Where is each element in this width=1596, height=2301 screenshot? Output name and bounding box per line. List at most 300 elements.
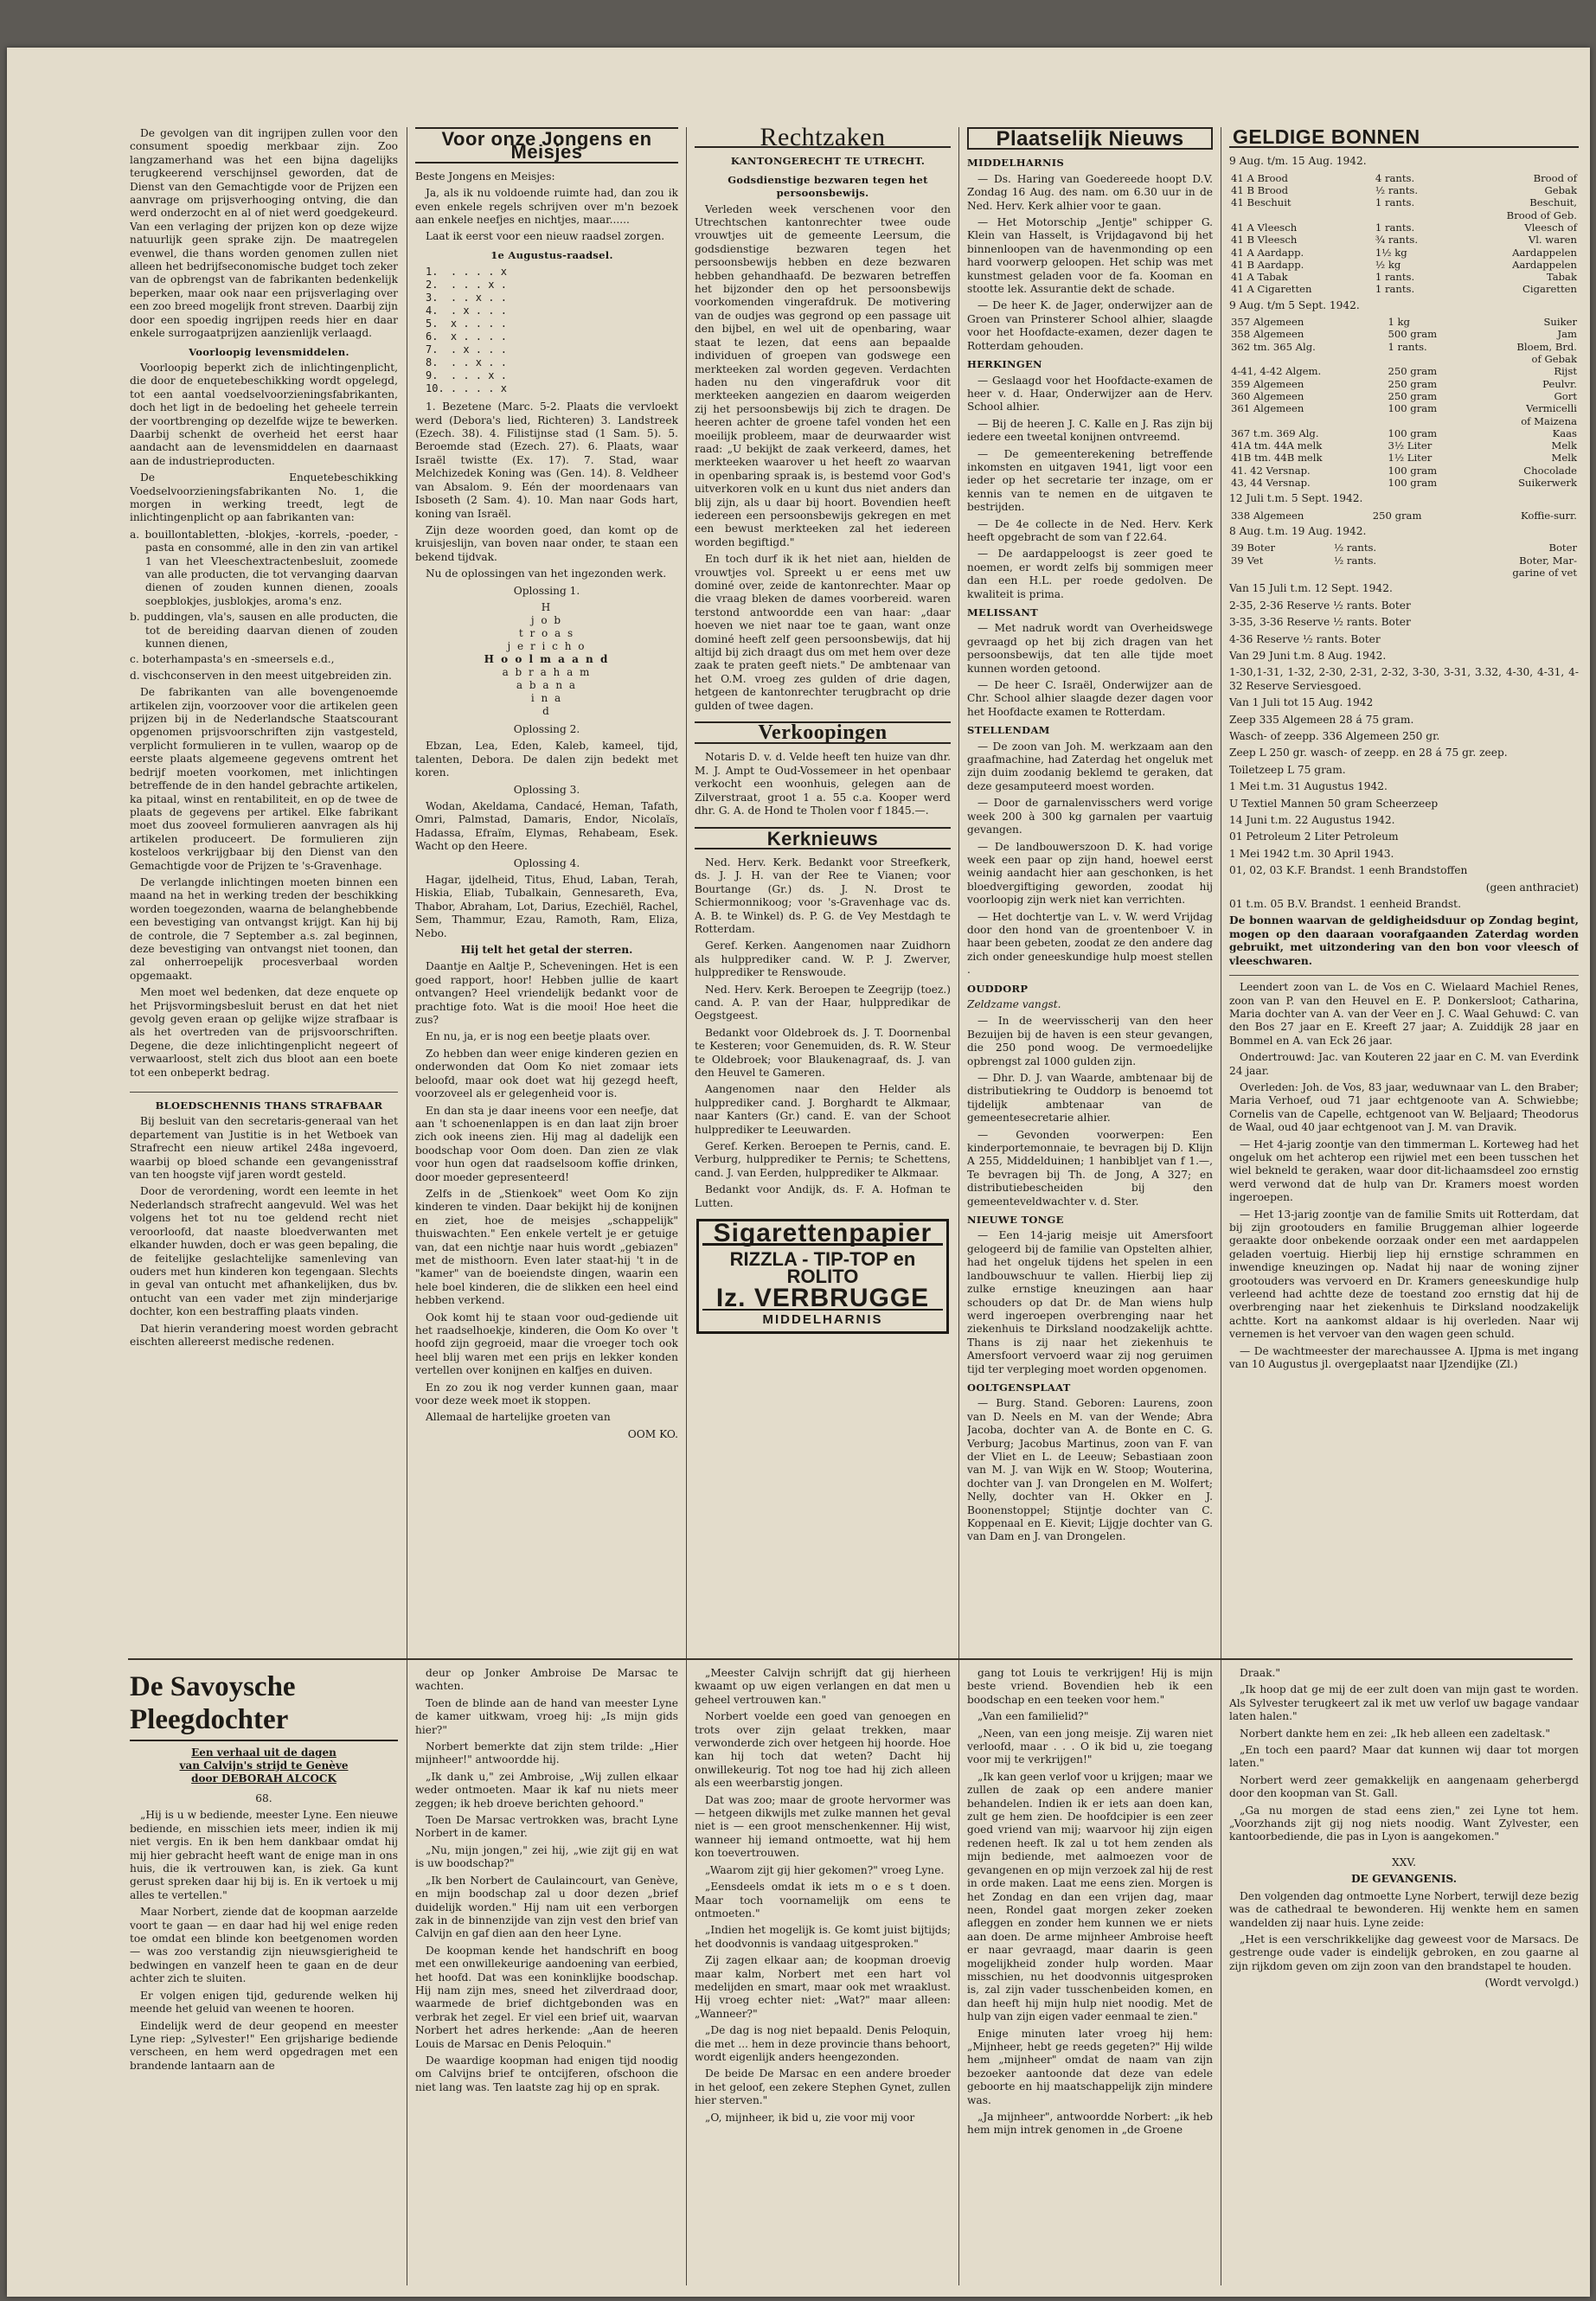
article-paragraph: Laat ik eerst voor een nieuw raadsel zorgen.	[426, 230, 665, 243]
coupon-product: garine of vet	[1512, 567, 1577, 580]
serial-paragraph: gang tot Louis te verkrijgen! Hij is mijn beste vriend. Bovendien heb ik een boodschap en een teeken voor hem."	[967, 1667, 1213, 1706]
coupon-row	[1229, 378, 1579, 390]
article-paragraph: — De landbouwerszoon D. K. had vorige week een paar op zijn hand, hoewel eerst weinig aandacht hier aan geschonken, is het bloedvergiftiging geworden, zoodat hij voorloopig zijn werk niet kan verrichten.	[967, 840, 1213, 907]
puzzle-line: i n a	[530, 691, 563, 704]
coupon-code: 41B tm. 44B melk	[1231, 452, 1323, 465]
coupon-amount: ½ rants.	[1375, 184, 1419, 197]
article-paragraph: Wodan, Akeldama, Candacé, Heman, Tafath, Omri, Palmstad, Damaris, Endor, Nicolaïs, Hadassa, Efraïm, Elymas, Rehabeam, Esek. Wacht op den Heere.	[415, 799, 678, 853]
column-rule	[958, 127, 959, 1723]
coupon-product: Chocolade	[1523, 464, 1577, 477]
coupon-row	[1229, 439, 1579, 452]
serial-column-2	[415, 1667, 678, 2290]
serial-paragraph: „Ja mijnheer", antwoordde Norbert: „ik heb hem mijn intrek genomen in „de Groene	[967, 2111, 1213, 2137]
coupon-amount: 100 gram	[1388, 464, 1438, 477]
article-paragraph: Ook komt hij te staan voor oud-gediende uit het raadselhoekje, kinderen, die Oom Ko over 't hoofd zijn gegroeid, maar die vroeger toch ook heel blij waren met een prijs en lekker konden vertellen over konijnen en kalfjes en duiven.	[415, 1311, 678, 1377]
serial-title	[130, 1670, 398, 1741]
coupon-product: Beschuit,	[1529, 196, 1577, 209]
coupon-row	[1229, 465, 1579, 477]
article-paragraph: — Geslaagd voor het Hoofdacte-examen de heer v. d. Haar, Onderwijzer aan de Herv. School alhier.	[967, 374, 1213, 413]
serial-paragraph: „Ik dank u," zei Ambroise, „Wij zullen elkaar weder ontmoeten. Maar ik kaf nu niets meer zeggen; ik heb droeve berichten gehoord."	[415, 1770, 678, 1810]
coupon-product: Vermicelli	[1526, 402, 1577, 415]
coupon-table	[1229, 172, 1579, 296]
puzzle-line: H o o l m a a n d	[484, 652, 610, 665]
coupon-row	[1229, 234, 1579, 246]
serial-paragraph: Er volgen enigen tijd, gedurende welken hij meende het geluid van weenen te hooren.	[130, 1989, 398, 2016]
section-heading: Godsdienstige bezwaren tegen het persoonsbewijs.	[727, 173, 928, 200]
article-paragraph: En zo zou ik nog verder kunnen gaan, maar voor deze week moet ik stoppen.	[415, 1381, 678, 1407]
coupon-amount: 100 gram	[1388, 426, 1438, 439]
coupon-row	[1229, 172, 1579, 184]
article-paragraph: Ebzan, Lea, Eden, Kaleb, kameel, tijd, talenten, Debora. De dalen zijn bedekt met koren.	[415, 740, 678, 779]
product-list	[130, 529, 398, 683]
serial-paragraph: „Van een familielid?"	[977, 1710, 1089, 1723]
section-heading: Oplossing 1.	[513, 584, 580, 597]
article-paragraph: Allemaal de hartelijke groeten van	[426, 1411, 611, 1424]
article-paragraph: — Gevonden voorwerpen: Een kinderportemonnaie, te bevragen bij D. Klijn A 255, Middelduinen; 1 hanbibljet van f 1.—, Te bevragen bij Th. de Jong, A 327; en distributiebescheiden bij den gemeenteveldwachter v. d. Ster.	[967, 1128, 1213, 1208]
article-paragraph: — Met nadruk wordt van Overheidswege gevraagd op het bij zich dragen van het persoonsbewijs, dat ten alle tijde moet kunnen worden getoond.	[967, 622, 1213, 675]
section-heading: Oplossing 3.	[513, 783, 580, 796]
serial-paragraph: Eindelijk werd de deur geopend en meester Lyne riep: „Sylvester!" Een grijsharige bediende verscheen, en hem werd opgedragen met een brandende lantaarn aan de	[130, 2019, 398, 2072]
serial-column-3	[695, 1667, 951, 2290]
article-paragraph: En toch durf ik ik het niet aan, hielden de vrouwtjes vol. Spreekt u er eens met uw dominé over, zeide de kantonrechter. Maar op die vraag bleken de dames voorbereid. waren terstond antwoordde een van haar: „daar hoeven we niet naar toe te gaan, want onze dominé heeft zelf geen persoonsbewijs, dat hij altijd bij zich draagt dus om met hem over deze zaak te praten geeft niets." De ambtenaar van het O.M. vroeg zes gulden of drie dagen, hetgeen de kantonrechter terugbracht op drie gulden of twee dagen.	[695, 553, 951, 712]
list-item: b. puddingen, vla's, sausen en alle producten, die tot de bereiding daarvan dienen of zouden kunnen dienen,	[130, 611, 398, 651]
article-paragraph: Geref. Kerken. Aangenomen naar Zuidhorn als hulpprediker cand. W. P. J. Zwerver, hulpprediker te Renswoude.	[695, 939, 951, 979]
coupon-table	[1229, 316, 1579, 489]
column-court-church	[695, 127, 951, 1654]
puzzle-line: j o b	[530, 613, 563, 626]
cigarette-paper-advertisement	[696, 1219, 949, 1334]
coupon-code: 39 Vet	[1231, 554, 1264, 567]
article-paragraph: Zelfs in de „Stienkoek" weet Oom Ko zijn kinderen te vinden. Daar bekijkt hij de konijnen en ziet, hoe de meisjes „schappelijk" thuiswachten." Een enkele vertelt je er getuige van, dat een nichtje naar huis wordt „gebiazen" met de misthoorn. Even later staat-hij 't in de "kamer" van de boeiendste dingen, waarin een hele boel kinderen, die de slikken een heel eind hebben verkend.	[415, 1187, 678, 1307]
section-banner: Rechtzaken	[695, 127, 951, 148]
article-paragraph: — De aardappeloogst is zeer goed te noemen, er wordt zelfs bij sommigen meer dan een H.L. per roede gedolven. De kwaliteit is prima.	[967, 548, 1213, 600]
puzzle-line: j e r i c h o	[507, 639, 586, 652]
coupon-period: 9 Aug. t/m 5 Sept. 1942.	[1229, 298, 1360, 311]
section-banner: GELDIGE BONNEN	[1229, 127, 1579, 148]
article-paragraph: Notaris D. v. d. Velde heeft ten huize van dhr. M. J. Ampt te Oud-Vossemeer in het openbaar verkocht een woonhuis, gelegen aan de Zilverstraat, groot 1 a. 55 c.a. Kooper werd dhr. G. A. de Hond te Tholen voor f 1845.—.	[695, 751, 951, 817]
coupon-amount: ½ rants.	[1333, 542, 1377, 554]
section-heading: Oplossing 2.	[513, 722, 580, 735]
coupon-period: 12 Juli t.m. 5 Sept. 1942.	[1229, 492, 1363, 505]
article-paragraph: — De gemeenterekening betreffende inkomsten en uitgaven 1941, ligt voor een ieder op het secretarie ter inzage, om er kennis van te nemen en de uitgaven te bestrijden.	[967, 447, 1213, 514]
coupon-line: 01, 02, 03 K.F. Brandst. 1 eenh Brandstoffen	[1229, 864, 1468, 877]
article-paragraph: — Ds. Haring van Goedereede hoopt D.V. Zondag 16 Aug. des nam. om 6.30 uur in de Ned. Herv. Kerk alhier voor te gaan.	[967, 172, 1213, 212]
article-paragraph: — De heer K. de Jager, onderwijzer aan de Groen van Prinsterer School alhier, slaagde voor het Hoofdacte-examen, dezer dagen te Rotterdam gehouden.	[967, 299, 1213, 352]
coupon-row	[1229, 390, 1579, 402]
coupon-period: 14 Juni t.m. 22 Augustus 1942.	[1229, 814, 1395, 827]
article-paragraph: — Een 14-jarig meisje uit Amersfoort gelogeerd bij de familie van Opstelten alhier, had het ongeluk tijdens het spelen in een landbouwschuur te vallen. Hierbij liep zij zulke ernstige kneuzingen aan haar schouders op dat Dr. de Man wiens hulp werd ingeroepen overbrenging naar het ziekenhuis te Dirksland noodzakelijk achtte. Thans is zij naar het ziekenhuis te Amersfoort vervoerd waar zij nog geruimen tijd ter verpleging moet worden opgenomen.	[967, 1229, 1213, 1375]
coupon-row	[1229, 452, 1579, 464]
coupon-code: 362 tm. 365 Alg.	[1231, 340, 1316, 353]
coupon-row	[1229, 415, 1579, 427]
coupon-amount: 1 rants.	[1388, 340, 1427, 353]
serial-column-4	[967, 1667, 1213, 2290]
article-paragraph: Hij telt het getal der sterren.	[460, 944, 633, 957]
serial-paragraph: „Ik kan geen verlof voor u krijgen; maar we zullen de zaak op een andere manier behandelen. Indien ik er iets aan doen kan, zult ge hem zien. De hoofdcipier is een zeer goed vriend van mij; waarvoor hij zijn eigen redenen heeft. Ik zal u tot hem zenden als mijn bediende, met aalmoezen voor de gevangenen en op mijn verzoek zal hij de rest in orde maken. Laat me eens zien. Morgen is het Zondag en dan een vrijen dag, maar neen, Rondel gaat morgen zeker zoeken afleggen en zonder hem kunnen we er niets aan doen. De arme mijnheer Ambroise heeft er naar gevraagd, maar daarin is geen mogelijkheid zonder hulp worden. Maar misschien, nu het doodvonnis uitgesproken is, zal zijn vader tusschenbeiden komen, en dan heeft hij mijn hulp niet noodig. Met de hulp van zijn eigen vader eenmaal te zien."	[967, 1770, 1213, 2023]
coupon-amount: 250 gram	[1372, 509, 1422, 522]
coupon-row	[1229, 196, 1579, 208]
town-heading: STELLENDAM	[967, 724, 1050, 737]
ad-location: MIDDELHARNIS	[702, 1309, 943, 1326]
coupon-amount: 250 gram	[1388, 389, 1438, 402]
coupon-row	[1229, 554, 1579, 567]
serial-paragraph: „O, mijnheer, ik bid u, zie voor mij voor	[705, 2111, 915, 2124]
puzzle-line: a b r a h a m	[502, 665, 592, 678]
coupon-code: 361 Algemeen	[1231, 402, 1304, 415]
town-heading: HERKINGEN	[967, 358, 1042, 371]
coupon-amount: ½ rants.	[1333, 554, 1377, 567]
coupon-row	[1229, 402, 1579, 414]
article-paragraph: — Het 13-jarig zoontje van de familie Smits uit Rotterdam, dat bij zijn grootouders en familie Bruggeman alhier logeerde geraakte door onbekende oorzaak onder een met aardappelen geladen voertuig. Hierbij liep hij ernstige schrammen en inwendige kneuzingen op. Nadat hij naar de woning zijner grootouders was vervoerd en Dr. Kramers geneeskundige hulp verleend had achtte deze de toestand zoo ernstig dat hij de overbrenging naar het ziekenhuis te Dirksland noodzakelijk achtte. Kort na aankomst aldaar is hij overleden. Naar wij vernemen is het vervoer van den wagen geen schuld.	[1229, 1208, 1579, 1341]
serial-paragraph: „Het is een verschrikkelijke dag geweest voor de Marsacs. De gestrenge oude vader is eindelijk gebroken, en zou gaarne al zijn rijkdom geven om zijn zoon van den brandstapel te houden.	[1229, 1932, 1579, 1972]
coupon-product: Gort	[1554, 389, 1577, 402]
article-paragraph: Zo hebben dan weer enige kinderen gezien en onderwonden dat Oom Ko niet zomaar iets beloofd, maar ook doet wat hij gezegd heeft, voorzoveel als er gelegenheid voor is.	[415, 1047, 678, 1100]
coupon-code: 41A tm. 44A melk	[1231, 439, 1323, 452]
puzzle-line: H	[541, 600, 553, 613]
article-paragraph: Bedankt voor Andijk, ds. F. A. Hofman te Lutten.	[695, 1183, 951, 1209]
column-rule	[958, 1667, 959, 2285]
coupon-product: Brood of	[1533, 171, 1577, 184]
coupon-code	[1229, 353, 1386, 365]
article-paragraph: 1. Bezetene (Marc. 5-2. Plaats die vervloekt werd (Debora's lied, Richteren) 3. Landstreek (Ezech. 38). 4. Filistijnse stad (1 Sam. 5). 5. Beroemde stad (Ezech. 27). 6. Plaats, waar Israël twistte (Ex. 17). 7. Stad, waar Melchizedek Koning was (Gen. 14). 8. Veldheer van Absalom. 9. Eén der moordenaars van Isboseth (2 Sam. 4). 10. Man naar Gods hart, koning van Israël.	[415, 401, 678, 520]
coupon-code: 338 Algemeen	[1231, 509, 1304, 522]
coupon-line: (geen anthraciet)	[1485, 881, 1579, 894]
newspaper-page	[7, 48, 1590, 2297]
coupon-product: Kaas	[1552, 426, 1577, 439]
coupon-period: Van 15 Juli t.m. 12 Sept. 1942.	[1229, 582, 1393, 595]
coupon-amount: ½ kg	[1375, 258, 1401, 271]
section-banner: Plaatselijk Nieuws	[967, 127, 1213, 150]
coupon-row	[1229, 328, 1579, 340]
coupon-row	[1229, 184, 1579, 196]
article-paragraph: Beste Jongens en Meisjes:	[415, 170, 555, 183]
coupon-row	[1229, 209, 1579, 221]
article-paragraph: — Burg. Stand. Geboren: Laurens, zoon van D. Neels en M. van der Wende; Abra Jacoba, dochter van A. de Bonte en C. G. Verburg; Jacobus Martinus, zoon van F. van der Vliet en L. de Leeuw; Sebastiaan zoon van M. J. van Wijk en W. Stoop; Wouterina, dochter van J. van Drongelen en M. Wolfert; Nelly, dochter van H. Okker en J. Boonenstoppel; Stijntje dochter van C. Koppenaal en E. Kievit; Lijgje dochter van G. van Dam en J. van Drongelen.	[967, 1397, 1213, 1543]
coupon-amount: 250 gram	[1388, 365, 1438, 378]
coupon-period: 8 Aug. t.m. 19 Aug. 1942.	[1229, 525, 1367, 538]
serial-subtitle	[130, 1747, 398, 1785]
ad-headline: Sigarettenpapier	[702, 1227, 943, 1246]
coupon-row	[1229, 271, 1579, 283]
article-paragraph: Men moet wel bedenken, dat deze enquete op het Prijsvormingsbesluit berust en dat het niet gevolg geven eraan op gelijke wijze strafbaar is als het overtreden van de prijsvoorschriften. Degene, die deze inlichtingenplicht negeert of verwaarloost, stelt zich dus bloot aan een boete tot een onbeperkt bedrag.	[130, 986, 398, 1079]
coupon-row	[1229, 542, 1579, 554]
coupon-amount: 1 rants.	[1375, 271, 1415, 284]
serial-paragraph: „Nu, mijn jongen," zei hij, „wie zijt gij en wat is uw boodschap?"	[415, 1843, 678, 1870]
serial-paragraph: De beide De Marsac en een andere broeder in het geloof, een zekere Stephen Gynet, zullen hier sterven."	[695, 2067, 951, 2107]
serial-title-line: Pleegdochter	[130, 1703, 398, 1741]
article-paragraph: Leendert zoon van L. de Vos en C. Wielaard Machiel Renes, zoon van P. van den Heuvel en E. P. Donkersloot; Catharina, Maria dochter van A. van der Veer en J. C. Waal Gehuwd: C. van den Bos 27 jaar en E. Kreeft 27 jaar; A. Zuiddijk 28 jaar en Bommel en A. van Eck 26 jaar.	[1229, 981, 1579, 1047]
coupon-product: Peulvr.	[1542, 377, 1577, 390]
coupon-amount	[1386, 415, 1473, 427]
coupon-period: Van 1 Juli tot 15 Aug. 1942	[1229, 696, 1374, 709]
coupon-amount: 1 rants.	[1375, 221, 1415, 234]
article-paragraph: De verlangde inlichtingen moeten binnen een maand na het in werking treden der beschikking worden toegezonden, waarna de belanghebbende een bevestiging van ontvangst krijgt. Kan hij bij de controle, die 7 September a.s. zal beginnen, deze bevestiging van ontvangst niet toonen, dan zal onherroepelijk procesverbaal worden opgemaakt.	[130, 875, 398, 982]
puzzle-grid: 1. . . . . x 2. . . . x . 3. . . x . . 4. . x . . . 5. x . . . . 6. x . . . . 7. . x . . . 8. . . x . . 9. . . . x . 10. . . . . x	[426, 266, 507, 395]
article-paragraph: De gevolgen van dit ingrijpen zullen voor den consument spoedig merkbaar zijn. Zoo langzamerhand was het een bijna dagelijks terugkeerend verschijnsel geworden, dat de Dienst van den Gemachtigde voor de Prijzen een aanvrage om prijsverhooging ontving, die dan werd onderzocht en al of niet werd goedgekeurd. Van een verlaging der prijzen kon op deze wijze natuurlijk geen sprake zijn. De maatregelen evenwel, die thans worden genomen zullen niet alleen het bedrijfseconomische budget toch zeker van de opbrengst van de fabrikanten bedenkelijk beperken, maar ook naar een prijsverlaging over een zoo breed mogelijk front streven. Daarbij zijn door een spoedig ingrijpen reeds hier en daar enkele surrogaatprijzen aanzienlijk verlaagd.	[130, 127, 398, 340]
coupon-product: Boter	[1548, 542, 1577, 554]
serial-paragraph: Norbert bemerkte dat zijn stem trilde: „Hier mijnheer!" antwoordde hij.	[415, 1740, 678, 1766]
coupon-code: 43, 44 Versnap.	[1231, 477, 1311, 490]
serial-subtitle-line: van Calvijn's strijd te Genève	[179, 1759, 349, 1772]
coupon-table	[1229, 510, 1579, 522]
coupon-product: Boter, Mar-	[1519, 554, 1577, 567]
serial-paragraph: „En toch een paard? Maar dat kunnen wij daar tot morgen laten."	[1229, 1744, 1579, 1770]
coupon-notice: De bonnen waarvan de geldigheidsduur op Zondag begint, mogen op den daaraan voorafgaanden Zaterdag worden gebruikt, met uitzondering van den bon voor vleesch of vleeschwaren.	[1229, 914, 1579, 967]
article-paragraph: Hagar, ijdelheid, Titus, Ehud, Laban, Terah, Hiskia, Eliab, Tubalkain, Gennesareth, Eva, Thabor, Abraham, Lot, Darius, Ezechiël, Rachel, Sem, Thammur, Ezau, Ramoth, Ram, Eliza, Nebo.	[415, 874, 678, 939]
ad-advertiser: Iz. VERBRUGGE	[715, 1284, 930, 1313]
coupon-code: 41. 42 Versnap.	[1231, 464, 1311, 477]
coupon-amount: 100 gram	[1388, 402, 1438, 415]
coupon-table	[1229, 542, 1579, 579]
coupon-row	[1229, 221, 1579, 234]
coupon-amount: ¾ rants.	[1375, 234, 1419, 247]
coupon-amount: 500 gram	[1388, 328, 1438, 341]
ad-brands: RIZZLA - TIP-TOP en	[729, 1248, 916, 1271]
coupon-line: Zeep 335 Algemeen 28 á 75 gram.	[1229, 713, 1414, 726]
coupon-product: Aardappelen	[1512, 258, 1577, 271]
coupon-amount	[1386, 353, 1473, 365]
puzzle-line: a b a n a	[516, 678, 578, 691]
article-paragraph: Dat hierin verandering moest worden gebracht eischten allereerst medische redenen.	[130, 1322, 398, 1348]
coupon-code	[1229, 415, 1386, 427]
coupon-code: 360 Algemeen	[1231, 389, 1304, 402]
article-paragraph: — Het dochtertje van L. v. W. werd Vrijdag door den hond van de groentenboer V. in haar been gebeten, zoodat ze den andere dag zich onder geneeskundige hulp moest stellen .	[967, 910, 1213, 977]
article-paragraph: Zijn deze woorden goed, dan komt op de kruisjeslijn, van boven naar onder, te staan een bekend tijdvak.	[415, 523, 678, 563]
puzzle-line: d	[542, 704, 551, 717]
coupon-period: Van 29 Juni t.m. 8 Aug. 1942.	[1229, 649, 1387, 662]
section-banner: Kerknieuws	[695, 827, 951, 849]
coupon-code: 358 Algemeen	[1231, 328, 1304, 341]
serial-paragraph: Dat was zoo; maar de groote hervormer was — hetgeen dikwijls met zulke mannen het geval niet is — een groot menschenkenner. Hij wist, wanneer hij iemand ontmoette, wat hij hem kon toevertrouwen.	[695, 1793, 951, 1860]
article-paragraph: — De 4e collecte in de Ned. Herv. Kerk heeft opgebracht de som van f 22.64.	[967, 517, 1213, 543]
serial-paragraph: „De dag is nog niet bepaald. Denis Peloquin, die met ... hem in deze provincie thans behoort, wordt eigenlijk anders heengezonden.	[695, 2024, 951, 2063]
article-paragraph: En nu, ja, er is nog een beetje plaats over.	[426, 1030, 651, 1043]
section-heading: Voorloopig levensmiddelen.	[189, 345, 349, 358]
coupon-code: 357 Algemeen	[1231, 316, 1304, 329]
section-rule	[128, 1658, 1573, 1660]
coupon-amount: 1½ Liter	[1388, 452, 1433, 465]
serial-episode-number: 68.	[255, 1792, 272, 1804]
article-paragraph: — De heer C. Israël, Onderwijzer aan de Chr. School alhier slaagde dezer dagen voor het Hoofdacte examen te Rotterdam.	[967, 679, 1213, 718]
coupon-product: Aardappelen	[1512, 246, 1577, 259]
coupon-product: Melk	[1551, 452, 1577, 465]
chapter-number: XXV.	[1392, 1856, 1416, 1868]
divider	[1229, 975, 1579, 976]
coupon-product: Suikerwerk	[1518, 477, 1577, 490]
coupon-line: U Textiel Mannen 50 gram Scheerzeep	[1229, 797, 1439, 810]
serial-paragraph: Norbert dankte hem en zei: „Ik heb alleen een zadeltask."	[1240, 1727, 1551, 1740]
serial-paragraph: Maar Norbert, ziende dat de koopman aarzelde voort te gaan — en daar had hij wel enige reden toe omdat een blinde kon beetgenomen worden — was zoo verstandig zijn nieuwsgierigheid te bedwingen en vanzelf heen te gaan en de deur achter zich te sluiten.	[130, 1906, 398, 1985]
article-paragraph: — Het 4-jarig zoontje van den timmerman L. Korteweg had het ongeluk om het achterop een rijwiel met een been tusschen het wiel bekneld te geraken, waar door dit-lichaamsdeel zoo ernstig werd verwond dat de hulp van Dr. Kramers moest worden ingeroepen.	[1229, 1138, 1579, 1204]
article-subheading: Zeldzame vangst.	[967, 997, 1061, 1010]
coupon-amount: 1 rants.	[1375, 283, 1415, 296]
coupon-amount: 3½ Liter	[1388, 439, 1433, 452]
serial-author: door DEBORAH ALCOCK	[191, 1772, 337, 1785]
section-heading: KANTONGERECHT TE UTRECHT.	[730, 155, 926, 168]
coupon-row	[1229, 259, 1579, 271]
coupon-amount: 100 gram	[1388, 477, 1438, 490]
article-paragraph: — In de weervisscherij van den heer Bezuijen bij de haven is een steur gevangen, die 250 pond woog. De vermoedelijke opbrengst zal 1000 gulden zijn.	[967, 1015, 1213, 1067]
article-paragraph: — De wachtmeester der marechaussee A. IJpma is met ingang van 10 Augustus jl. overgeplaatst naar IJzendijke (Zl.)	[1229, 1344, 1579, 1371]
article-paragraph: — Door de garnalenvisschers werd vorige week 200 à 300 kg garnalen per vaartuig gevangen.	[967, 797, 1213, 836]
article-paragraph: Aangenomen naar den Helder als hulpprediker cand. J. Borghardt te Alkmaar, naar Kanters (Gr.) cand. E. van der Schoot hulpprediker te Leeuwarden.	[695, 1083, 951, 1136]
coupon-code: 41 A Brood	[1231, 171, 1288, 184]
list-item: a. bouillontabletten, -blokjes, -korrels, -poeder, -pasta en consommé, alle in den zin van artikel 1 van het Vleeschextractenbesluit, zoomede van alle producten, die tot vervanging daarvan dienen of zouden kunnen dienen, zooals soepblokjes, jusblokjes, aroma's enz.	[130, 528, 398, 607]
coupon-row	[1229, 353, 1579, 365]
coupon-code: 41 Beschuit	[1231, 196, 1292, 209]
continued-note: (Wordt vervolgd.)	[1484, 1977, 1579, 1990]
coupon-row	[1229, 477, 1579, 489]
coupon-row	[1229, 247, 1579, 259]
coupon-period: 9 Aug. t/m. 15 Aug. 1942.	[1229, 155, 1367, 168]
article-paragraph: Bedankt voor Oldebroek ds. J. T. Doornenbal te Kesteren; voor Genemuiden, ds. R. W. Steur te Oldebroek; voor Blaukenagraaf, ds. J. van den Heuvel te Gameren.	[695, 1026, 951, 1079]
serial-paragraph: „Ga nu morgen de stad eens zien," zei Lyne tot hem. „Voorzhands zijt gij nog niets noodig. Want Zylvester, een kantoorbediende, die pas in Lyon is aangekomen."	[1229, 1804, 1579, 1843]
ad-brand: ROLITO	[786, 1265, 859, 1287]
coupon-product: Jam	[1557, 328, 1577, 341]
article-paragraph: Overleden: Joh. de Vos, 83 jaar, weduwnaar van L. den Braber; Maria Verhoef, oud 71 jaar echtgenoote van A. Schwiebbe; Cornelis van de Capelle, echtgenoot van W. Beljaard; Theodorus de Waal, oud 40 jaar echtgenoot van J. M. van Dravik.	[1229, 1080, 1579, 1134]
coupon-product: Cigaretten	[1522, 283, 1577, 296]
coupon-line: Wasch- of zeepp. 336 Algemeen 250 gr.	[1229, 730, 1440, 742]
article-paragraph: Bij besluit van den secretaris-generaal van het departement van Justitie is in het Wetboek van Strafrecht een nieuw artikel 248a ingevoerd, waarbij op bloed schande een gevangenisstraf van ten hoogste vijf jaren wordt gesteld.	[130, 1115, 398, 1182]
article-paragraph: Ondertrouwd: Jac. van Kouteren 22 jaar en C. M. van Everdink 24 jaar.	[1229, 1051, 1579, 1077]
article-paragraph: Door de verordening, wordt een leemte in het Nederlandsch strafrecht aangevuld. Wel was het volgens het tot nu toe geldend recht niet veroorloofd, dat naaste bloedverwanten met elkander huwden, doch er was geen bepaling, die de feitelijke geslachtelijke samenleving van ouders met hun kinderen kon tegengaan. Slechts in geval van ontucht met afhankelijken, dus bv. ontucht van een vader met zijn minderjarige dochter, kon een bestraffing plaats vinden.	[130, 1185, 398, 1318]
town-heading: MELISSANT	[967, 606, 1039, 619]
coupon-code: 41 A Cigaretten	[1231, 283, 1312, 296]
column-rule	[686, 1667, 687, 2285]
coupon-amount: 250 gram	[1388, 377, 1438, 390]
section-heading: 1e Augustus-raadsel.	[490, 248, 613, 261]
serial-paragraph: Toen De Marsac vertrokken was, bracht Lyne Norbert in de kamer.	[415, 1814, 678, 1840]
coupon-amount	[1374, 209, 1452, 221]
coupon-line: 3-35, 3-36 Reserve ½ rants. Boter	[1229, 616, 1411, 629]
serial-paragraph: „Neen, van een jong meisje. Zij waren niet verloofd, maar . . . O ik bid u, zie toegang voor mij te verkrijgen!"	[967, 1727, 1213, 1766]
column-local-news	[967, 127, 1213, 1654]
coupon-code: 367 t.m. 369 Alg.	[1231, 426, 1319, 439]
coupon-product: Melk	[1551, 439, 1577, 452]
town-heading: OOLTGENSPLAAT	[967, 1381, 1071, 1394]
town-heading: NIEUWE TONGE	[967, 1214, 1064, 1227]
serial-paragraph: Draak."	[1240, 1667, 1280, 1679]
article-paragraph: Ned. Herv. Kerk. Beroepen te Zeegrijp (toez.) cand. A. P. van der Haar, hulppredikar de Oegstgeest.	[695, 983, 951, 1022]
coupon-product: Bloem, Brd.	[1516, 340, 1577, 353]
coupon-line: 4-36 Reserve ½ rants. Boter	[1229, 632, 1381, 645]
coupon-row	[1229, 316, 1579, 328]
coupon-row	[1229, 341, 1579, 353]
coupon-code	[1229, 209, 1374, 221]
town-heading: OUDDORP	[967, 982, 1029, 995]
coupon-row	[1229, 427, 1579, 439]
section-heading: Oplossing 4.	[513, 856, 580, 869]
article-paragraph: Voorloopig beperkt zich de inlichtingenplicht, die door de enquetebeschikking wordt opgelegd, tot een aantal voedselvoorzieningsfabrikanten, doch het ligt in de bedoeling het geheele terrein der voortbrenging op dezelfde wijze te bewerken. Daarbij schenkt de overheid het eerst haar aandacht aan de levensmiddelen en daarnaast aan de industrieproducten.	[130, 361, 398, 467]
coupon-product: of Maizena	[1521, 414, 1577, 427]
article-paragraph: En dan sta je daar ineens voor een neefje, dat aan 't schoenenlappen is en dan laat zijn broer zich ook ineens zien. Hij mag al dadelijk een boodschap voor Oom doen. Dan zien ze vlak voor hun ogen dat raadselsoom koffie drinken, door moeder gepresenteerd!	[415, 1104, 678, 1183]
signature: OOM KO.	[627, 1427, 678, 1440]
coupon-product: Brood of Geb.	[1506, 208, 1577, 221]
serial-paragraph: Den volgenden dag ontmoette Lyne Norbert, terwijl deze bezig was de cathedraal te bewonderen. Hij wenkte hem en samen wandelden zij naar huis. Lyne zeide:	[1229, 1889, 1579, 1929]
serial-paragraph: „Ik ben Norbert de Caulaincourt, van Genève, en mijn boodschap zal u door dezen „brief duidelijk worden." Hij nam uit een verborgen zak in de binnenzijde van zijn vest den brief van Calvijn en gaf dien aan den heer Lyne.	[415, 1874, 678, 1940]
puzzle-solution	[415, 601, 678, 718]
serial-paragraph: „Ik hoop dat ge mij de eer zult doen van mijn gast te worden. Als Sylvester terugkeert zal ik met uw verlof uw bagage vandaar laten halen."	[1229, 1683, 1579, 1723]
coupon-code: 41 A Aardapp.	[1231, 246, 1304, 259]
coupon-code: 4-41, 4-42 Algem.	[1231, 365, 1322, 378]
chapter-title: DE GEVANGENIS.	[1350, 1873, 1458, 1886]
article-paragraph: Ja, als ik nu voldoende ruimte had, dan zou ik even enkele regels schrijven over m'n bezoek aan enkele neefjes en nichtjes, maar......	[415, 187, 678, 227]
article-paragraph: Geref. Kerken. Beroepen te Pernis, cand. E. Verburg, hulpprediker te Pernis; te Schettens, cand. J. van Eerden, hulpprediker te Alkmaar.	[695, 1140, 951, 1179]
coupon-product: Rijst	[1554, 365, 1577, 378]
coupon-code: 359 Algemeen	[1231, 377, 1304, 390]
list-item: d. vischconserven in den meest uitgebreiden zin.	[130, 669, 392, 682]
serial-paragraph: „Eensdeels omdat ik iets m o e s t doen. Maar toch voornamelijk om eens te ontmoeten."	[695, 1881, 951, 1920]
column-rule	[686, 127, 687, 1723]
coupon-code	[1229, 567, 1332, 579]
section-banner: Verkoopingen	[695, 721, 951, 744]
coupon-line: 1-30,1-31, 1-32, 2-30, 2-31, 2-32, 3-30, 3-31, 3.32, 4-30, 4-31, 4-32 Reserve Serviesgoed.	[1229, 666, 1579, 692]
column-prices-enquete	[130, 127, 398, 1654]
coupon-row	[1229, 365, 1579, 377]
puzzle-line: t r o a s	[518, 626, 575, 639]
coupon-product: Suiker	[1543, 316, 1577, 329]
coupon-period: 1 Mei t.m. 31 Augustus 1942.	[1229, 780, 1388, 793]
article-paragraph: Nu de oplossingen van het ingezonden werk.	[426, 567, 667, 580]
serial-paragraph: Zij zagen elkaar aan; de koopman droevig maar kalm, Norbert met een hart vol medelijden en smart, maar ook met wraaklust. Hij vroeg echter niet: „Wat?" maar alleen: „Wanneer?"	[695, 1954, 951, 2020]
serial-paragraph: „Hij is u w bediende, meester Lyne. Een nieuwe bediende, en misschien iets meer, indien ik mij niet vergis. En ik ben hem dankbaar omdat hij mij hier gebracht heeft want de enige man in ons huis, die ik vertrouwen kan, is ziek. Ga kunt gerust spreken daar hij bij is. En ik vertoek u mij alles te vertellen."	[130, 1809, 398, 1901]
coupon-line: Toiletzeep L 75 gram.	[1229, 763, 1346, 776]
coupon-row	[1229, 510, 1579, 522]
serial-column-5	[1229, 1667, 1579, 2290]
serial-paragraph: De waardige koopman had enigen tijd noodig om Calvijns brief te ontcijferen, ofschoon die niet lang was. Ten laatste zag hij op en sprak.	[415, 2054, 678, 2093]
coupon-period: 1 Mei 1942 t.m. 30 April 1943.	[1229, 847, 1394, 860]
town-heading: MIDDELHARNIS	[967, 157, 1065, 170]
coupon-row	[1229, 283, 1579, 295]
column-youth-corner	[415, 127, 678, 1654]
article-paragraph: De fabrikanten van alle bovengenoemde artikelen zijn, voorzoover voor die artikelen geen prijzen bij in de Nederlandsche Staatscourant opgenomen prijsvoorschriften zijn vastgesteld, verplicht formulieren in te vullen, waarop op de eerste plaats algemeene gegevens omtrent het bedrijf moeten voorkomen, met inlichtingen betreffende de in den handel gebrachte artikelen, ka pitaal, winst en rentabiliteit, en op de twee de plaats de gegevens per artikel. Elke fabrikant moet dus zooveel formulieren aanvragen als hij artikelen produceert. De formulieren zijn kosteloos verkrijgbaar bij den Dienst van den Gemachtigde voor de Prijzen te 's-Gravenhage.	[130, 686, 398, 872]
article-paragraph: — De zoon van Joh. M. werkzaam aan den graafmachine, had Zaterdag het ongeluk met zijn duim zoodanig beklemd te geraken, dat deze gesamputeerd moest worden.	[967, 740, 1213, 792]
article-paragraph: Daantje en Aaltje P., Scheveningen. Het is een goed rapport, hoor! Hebben jullie de kaart ontvangen? Heel vriendelijk bedankt voor de prachtige foto. Wat is die mooi! Hoe heet die zus?	[415, 960, 678, 1027]
coupon-product: Vl. waren	[1528, 234, 1577, 247]
serial-paragraph: Enige minuten later vroeg hij hem: „Mijnheer, hebt ge reeds gegeten?" Hij wilde hem „mijnheer" omdat de naam van zijn bezoeker aantoonde dat deze van edele geboorte en hij maatschappelijk zijn mindere was.	[967, 2027, 1213, 2106]
coupon-amount: 1½ kg	[1375, 246, 1407, 259]
serial-paragraph: Norbert werd zeer gemakkelijk en aangenaam geherbergd door den koopman van St. Gall.	[1229, 1773, 1579, 1800]
article-paragraph: De Enquetebeschikking Voedselvoorzieningsfabrikanten No. 1, die morgen in werking treedt, legt de inlichtingenplicht op aan fabrikanten van:	[130, 471, 398, 524]
article-paragraph: — Het Motorschip „Jentje" schipper G. Klein van Hasselt, is Vrijdagavond bij het binnenloopen van de havenmonding op een hard voorwerp geloopen. Het schip was met kunstmest geladen voor de fa. Kooman en stootte lek. Assurantie dekt de schade.	[967, 216, 1213, 296]
coupon-product: Vleesch of	[1524, 221, 1577, 234]
article-paragraph: Verleden week verschenen voor den Utrechtschen kantonrechter twee oude vrouwtjes uit de gemeente Leersum, die godsdienstige bezwaren tegen het persoonsbewijs hebben en deze bezwaren hebben gehandhaafd. De bezwaren betreffen het bijzonder den op het persoonsbewijs voorkomenden vingerafdruk. De motivering van de oudjes was gegrond op een passage uit den bijbel, en wel uit de openbaring, waar staat te lezen, dat eens aan bepaalde individuen of groepen van godswege een merkteeken zal worden gegeven. Verdachten haden nu den vingerafdruk voor dit merkteeken aangezien en daarom weigerden zij het persoonsbewijs bij zich te dragen. De heeren achter de groene tafel vonden het een moeilijk probleem, maar de deurwaarder wist raad: „U bekijkt de zaak verkeerd, dames, het merkteeken waarover u het heeft zo waarvan in openbaring spraak is, is bestemd voor God's uitverkoren volk en u kunt dus niet anders dan blij zijn, als u daar bij hoort. Bovendien heeft iedereen een persoonsbewijs gekregen en met een bewust merkteeken zal het iedereen worden begiftigd."	[695, 202, 951, 548]
article-paragraph: — Dhr. D. J. van Waarde, ambtenaar bij de distributiekring te Ouddorp is benoemd tot tijdelijk ambtenaar van de gemeentesecretarie alhier.	[967, 1072, 1213, 1125]
serial-paragraph: „Indien het mogelijk is. Ge komt juist bijtijds; het doodvonnis is vandaag uitgesproken."	[695, 1924, 951, 1950]
serial-paragraph: De koopman kende het handschrift en boog met een onwillekeurige aandoening van eerbied, het hoofd. Dat was een koninklijke boodschap. Hij nam zijn mes, sneed het zilverdraad door, waarmede de brief dichtgebonden was en verbrak het zegel. Er viel een brief uit, waarvan Norbert het adres herkende: „Aan de heeren Louis de Marsac en Denis Peloquin."	[415, 1944, 678, 2050]
serial-paragraph: Norbert voelde een goed van genoegen en trots over zijn gelaat trekken, maar verwonderde zich over hetgeen hij hoorde. Hoe kan hij toch dat weten? Dacht hij onwillekeurig. Tot nog toe had hij zich alleen als een weerbarstig jongen.	[695, 1710, 951, 1790]
coupon-code: 41 B Aardapp.	[1231, 258, 1304, 271]
serial-paragraph: „Waarom zijt gij hier gekomen?" vroeg Lyne.	[705, 1863, 945, 1876]
serial-subtitle-line: Een verhaal uit de dagen	[191, 1747, 337, 1759]
coupon-code: 41 A Vleesch	[1231, 221, 1298, 234]
article-paragraph: — Bij de heeren J. C. Kalle en J. Ras zijn bij iedere een tweetal konijnen ontvreemd.	[967, 417, 1213, 444]
serial-paragraph: „Meester Calvijn schrijft dat gij hierheen kwaamt op uw eigen verlangen en dat men u geheel vertrouwen kan."	[695, 1667, 951, 1706]
coupon-line: 2-35, 2-36 Reserve ½ rants. Boter	[1229, 599, 1411, 612]
serial-paragraph: Toen de blinde aan de hand van meester Lyne de kamer uitkwam, vroeg hij: „Is mijn gids hier?"	[415, 1696, 678, 1736]
section-banner: Voor onze Jongens en Meisjes	[415, 127, 678, 163]
coupon-product: Gebak	[1544, 184, 1577, 197]
serial-column-1	[130, 1667, 398, 2290]
coupon-product: Tabak	[1546, 271, 1577, 284]
serial-paragraph: deur op Jonker Ambroise De Marsac te wachten.	[415, 1667, 678, 1693]
coupon-code: 41 A Tabak	[1231, 271, 1288, 284]
list-item: c. boterhampasta's en -smeersels e.d.,	[130, 653, 335, 666]
serial-title-line: De Savoysche	[130, 1671, 296, 1702]
coupon-amount	[1332, 567, 1432, 579]
coupon-code: 41 B Brood	[1231, 184, 1289, 197]
coupon-amount: 4 rants.	[1375, 171, 1415, 184]
